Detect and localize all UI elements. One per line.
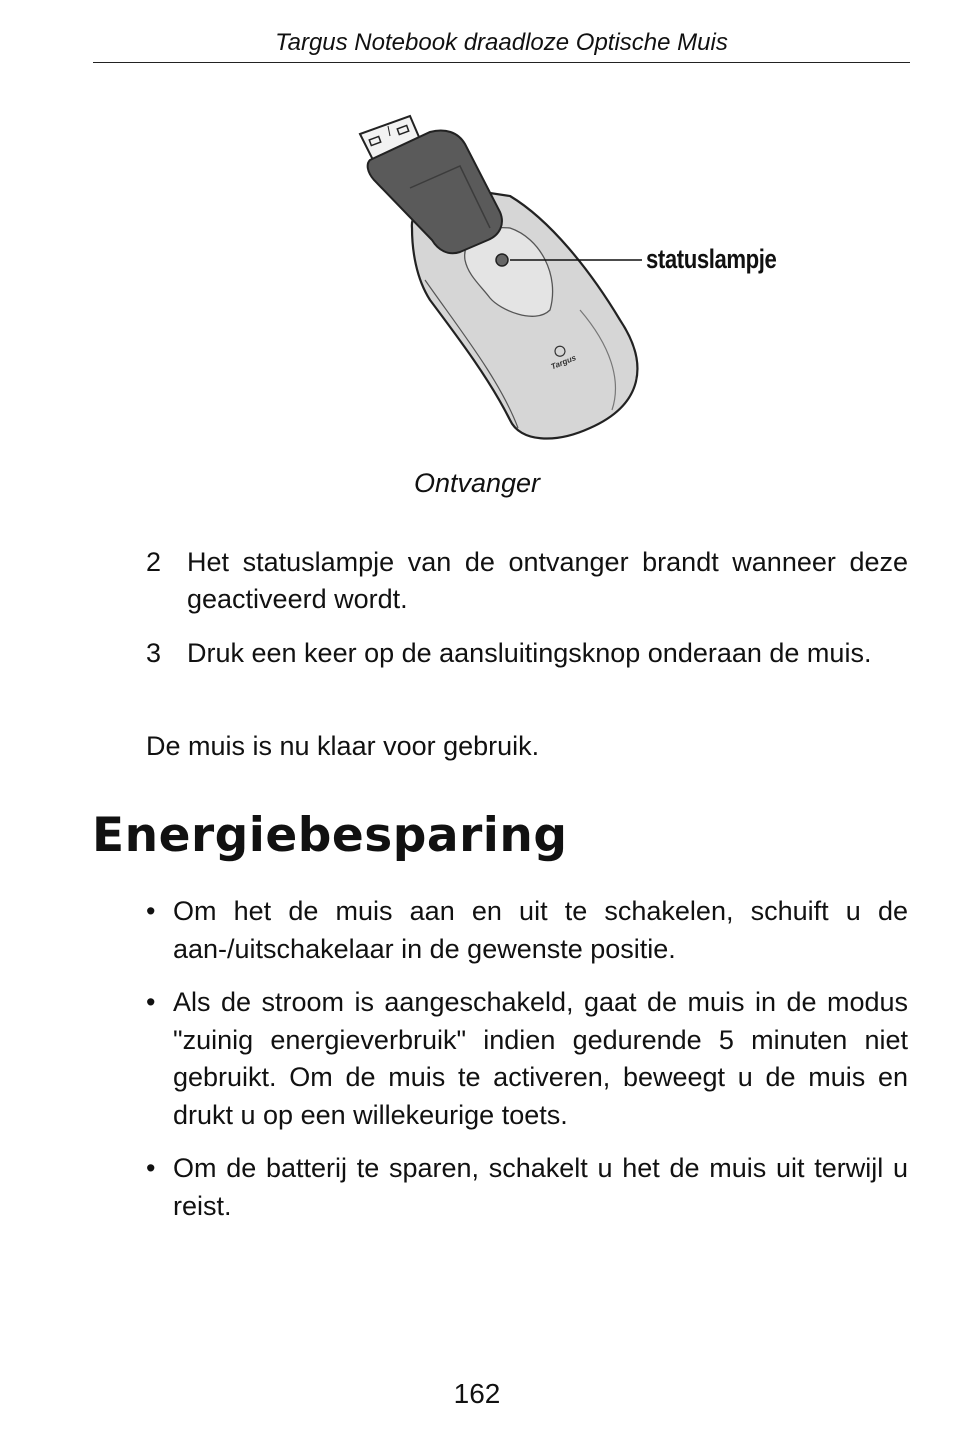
bullet-list <box>146 893 908 1241</box>
figure-caption: Ontvanger <box>413 468 541 498</box>
svg-text:Targus: Targus <box>549 353 578 372</box>
bullet-marker: • <box>146 987 156 1017</box>
status-lamp-callout: statuslampje <box>646 244 777 274</box>
page-number: 162 <box>453 1378 501 1409</box>
bullet-item <box>146 1150 908 1225</box>
header-title: Targus Notebook draadloze Optische Muis <box>275 29 728 56</box>
bullet-item <box>146 984 908 1134</box>
status-led <box>496 254 508 266</box>
step-text: Druk een keer op de aansluitingsknop onderaan de muis. <box>187 638 872 668</box>
step-text: Het statuslampje van de ontvanger brandt wanneer deze geactiveerd wordt. <box>187 547 908 614</box>
step-item <box>146 544 908 618</box>
usb-receiver-image <box>350 110 820 450</box>
bullet-text: Om de batterij te sparen, schakelt u het de muis uit terwijl u reist. <box>173 1153 908 1221</box>
step-number: 2 <box>146 547 162 577</box>
step-item <box>146 635 908 672</box>
bullet-marker: • <box>146 896 156 926</box>
step-number: 3 <box>146 638 162 668</box>
section-heading: Energiebesparing <box>92 808 568 863</box>
receiver-illustration <box>350 110 820 450</box>
ready-paragraph: De muis is nu klaar voor gebruik. <box>146 731 540 761</box>
bullet-text: Als de stroom is aangeschakeld, gaat de muis in de modus "zuinig energieverbruik" indien gedurende 5 minuten niet gebruikt. Om de muis te activeren, beweegt u de muis en drukt u op een willekeurige toets. <box>173 987 908 1130</box>
bullet-marker: • <box>146 1153 156 1183</box>
bullet-text: Om het de muis aan en uit te schakelen, schuift u de aan-/uitschakelaar in de gewenste positie. <box>173 896 908 964</box>
bullet-item <box>146 893 908 968</box>
page-header <box>93 26 910 63</box>
